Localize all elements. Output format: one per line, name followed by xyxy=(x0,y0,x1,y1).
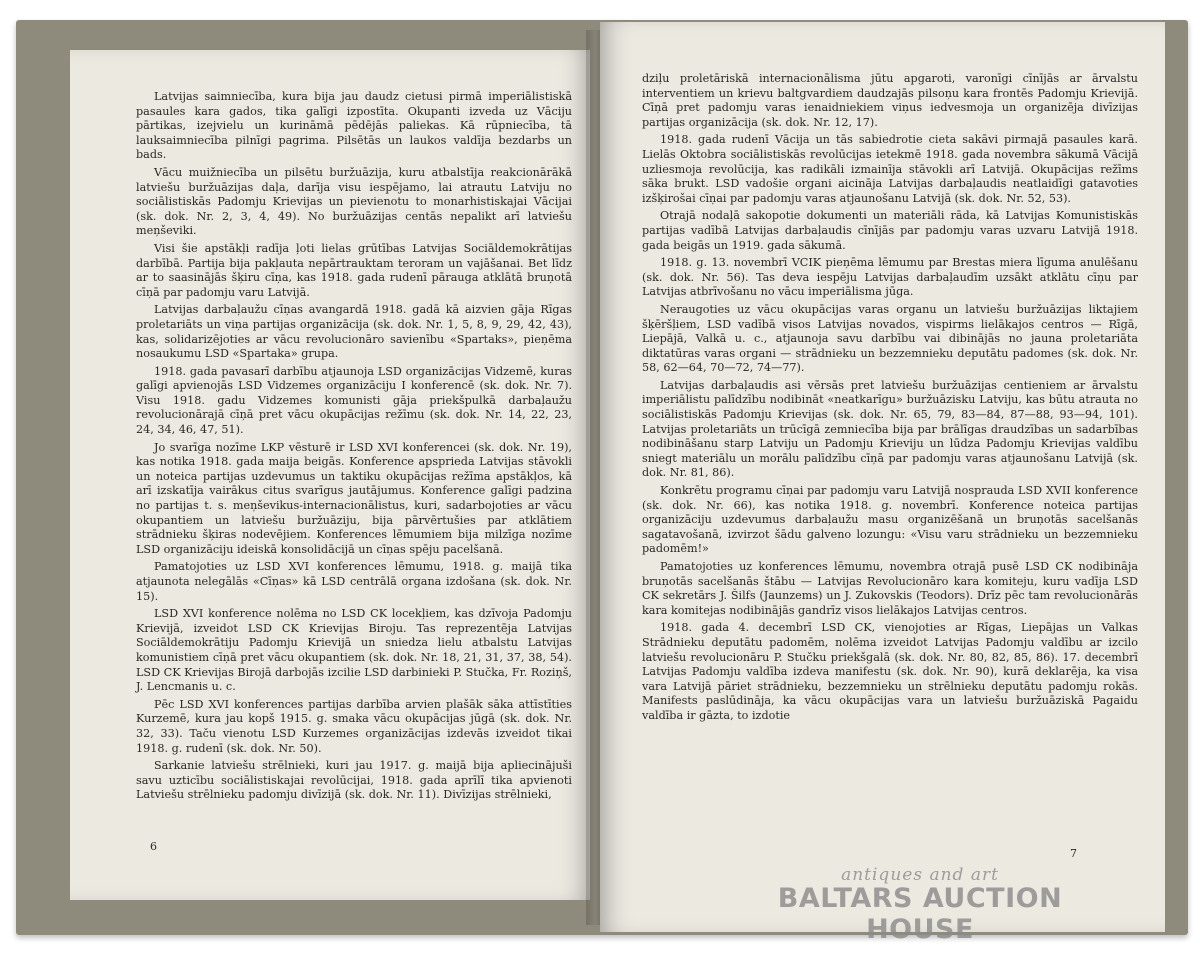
watermark-subtitle: antiques and art xyxy=(841,865,999,885)
paragraph: Latvijas darbaļaudis asi vērsās pret latviešu buržuāzijas centieniem ar ārvalstu imperiālistu palīdzību nodibināt «neatkarīgu» buržuāzisku Latviju, kas būtu atrauta no sociālistiskās Padomju Krievijas (sk. dok. Nr. 65, 79, 83—84, 87—88, 93—94, 101). Latvijas proletariāts un trūcīgā zemniecība bija par brālīgas draudzības un sadarbības nodibināšanu starp Latviju un Padomju Krieviju un lūdza Padomju Krievijas valdību sniegt materiālu un morālu palīdzību cīņā par padomju varas atjaunošanu Latvijā (sk. dok. Nr. 81, 86). xyxy=(642,378,1138,480)
paragraph: Jo svarīga nozīme LKP vēsturē ir LSD XVI konferencei (sk. dok. Nr. 19), kas notika 1918. gada maija beigās. Konference apsprieda Latvijas stāvokli un noteica partijas uzdevumus un taktiku okupācijas režīma apstākļos, kā arī izskatīja vairākus citus svarīgus jautājumus. Konference galīgi padzina no partijas t. s. meņševikus-internacionālistus, kuri, sadarbojoties ar vācu okupantiem un latviešu buržuāziju, bija pārvērtušies par atklātiem strādnieku šķiras nodevējiem. Konferences lēmumiem bija milzīga nozīme LSD organizāciju ideiskā konsolidācijā un cīņas spēju pacelšanā. xyxy=(136,440,572,556)
watermark-title-start: BALTARS AUCTI xyxy=(777,883,1016,914)
paragraph: Pamatojoties uz konferences lēmumu, novembra otrajā pusē LSD CK nodibināja bruņotās sacelšanās štābu — Latvijas Revolucionāro kara komiteju, kuru vadīja LSD CK sekretārs J. Šilfs (Jaunzems) un J. Zukovskis (Teodors). Drīz pēc tam revolucionārās kara komitejas nodibinājās gandrīz visos lielākajos Latvijas centros. xyxy=(642,560,1138,617)
paragraph: Otrajā nodaļā sakopotie dokumenti un materiāli rāda, kā Latvijas Komunistiskās partijas vadībā Latvijas darbaļaudis cīnījās par padomju varas uzvaru Latvijā 1918. gada beigās un 1919. gada sākumā. xyxy=(642,209,1138,252)
paragraph: Konkrētu programu cīņai par padomju varu Latvijā nosprauda LSD XVII konference (sk. dok. Nr. 66), kas notika 1918. g. novembrī. Konference noteica partijas organizāciju uzdevumus darbaļaužu masu organizēšanā un bruņotās sacelšanās sagatavošanā, izvirzot šādu galveno lozungu: «Visu varu strādnieku un bezzemnieku padomēm!» xyxy=(642,484,1138,556)
page-number: 6 xyxy=(150,840,157,853)
paragraph: Visi šie apstākļi radīja ļoti lielas grūtības Latvijas Sociāldemokrātijas darbībā. Partija bija pakļauta nepārtrauktam teroram un vajāšanai. Bet līdz ar to saasinājās šķiru cīņa, kas 1918. gada rudenī pārauga atklātā bruņotā cīņā par padomju varu Latvijā. xyxy=(136,241,572,299)
paragraph: Pamatojoties uz LSD XVI konferences lēmumu, 1918. g. maijā tika atjaunota nelegālās «Cīņas» kā LSD centrālā organa izdošana (sk. dok. Nr. 15). xyxy=(136,560,572,603)
paragraph: Latvijas saimniecība, kura bija jau daudz cietusi pirmā imperiālistiskā pasaules kara gados, tika galīgi izpostīta. Okupanti izveda uz Vāciju pārtikas, izejvielu un kurināmā pēdējās paliekas. Kā rūpniecība, tā lauksaimniecība pilnīgi pagrima. Pilsētās un laukos valdīja bezdarbs un bads. xyxy=(136,90,572,162)
paragraph: Pēc LSD XVI konferences partijas darbība arvien plašāk sāka attīstīties Kurzemē, kura jau kopš 1915. g. smaka vācu okupācijas jūgā (sk. dok. Nr. 32, 33). Taču vienotu LSD Kurzemes organizācijas izdevās izveidot tikai 1918. g. rudenī (sk. dok. Nr. 50). xyxy=(136,697,572,755)
paragraph: 1918. gada 4. decembrī LSD CK, vienojoties ar Rīgas, Liepājas un Valkas Strādnieku deputātu padomēm, nolēma izveidot Latvijas Padomju valdību ar izcilo latviešu revolucionāru P. Stučku priekšgalā (sk. dok. Nr. 80, 82, 85, 86). 17. decembrī Latvijas Padomju valdība izdeva manifestu (sk. dok. Nr. 90), kurā deklarēja, ka visa vara Latvijā pāriet strādnieku, bezzemnieku un strēlnieku deputātu padomju rokās. Manifests paslūdināja, ka vācu okupācijas vara un latviešu buržuāziskā Pagaidu valdība ir gāzta, to izdotie xyxy=(642,621,1138,722)
watermark-title xyxy=(720,883,1120,945)
watermark-title-end: N HOUSE xyxy=(866,883,1063,945)
left-page-text xyxy=(136,90,572,806)
paragraph: LSD XVI konference nolēma no LSD CK locekļiem, kas dzīvoja Padomju Krievijā, izveidot LSD CK Krievijas Biroju. Tas reprezentēja Latvijas Sociāldemokrātiju Padomju Krievijā un sniedza lielu atbalstu Latvijas komunistiem cīņā pret vācu okupantiem (sk. dok. Nr. 18, 21, 31, 37, 38, 54). LSD CK Krievijas Birojā darbojās izcilie LSD darbinieki P. Stučka, Fr. Roziņš, J. Lencmanis u. c. xyxy=(136,607,572,694)
paragraph: dziļu proletāriskā internacionālisma jūtu apgaroti, varonīgi cīnījās ar ārvalstu interventiem un krievu baltgvardiem daudzajās pilsoņu kara frontēs Padomju Krievijā. Cīņā pret padomju varas ienaidniekiem viņus iedvesmoja un organizēja divīzijas partijas organizācija (sk. dok. Nr. 12, 17). xyxy=(642,72,1138,129)
watermark-logo xyxy=(720,865,1120,945)
paragraph: Sarkanie latviešu strēlnieki, kuri jau 1917. g. maijā bija apliecinājuši savu uzticību sociālistiskajai revolūcijai, 1918. gada aprīlī tika apvienoti Latviešu strēlnieku padomju divīzijā (sk. dok. Nr. 11). Divīzijas strēlnieki, xyxy=(136,759,572,802)
paragraph: 1918. gada rudenī Vācija un tās sabiedrotie cieta sakāvi pirmajā pasaules karā. Lielās Oktobra sociālistiskās revolūcijas ietekmē 1918. gada novembra sākumā Vācijā uzliesmoja revolūcija, kas radikāli izmainīja stāvokli arī Latvijā. Okupācijas režīms sāka brukt. LSD vadošie organi aicināja Latvijas darbaļaudis neatlaidīgi gatavoties izšķirošai cīņai par padomju varas atjaunošanu Latvijā (sk. dok. Nr. 52, 53). xyxy=(642,133,1138,205)
right-page-text xyxy=(642,72,1138,727)
page-number: 7 xyxy=(1070,847,1077,860)
paragraph: Latvijas darbaļaužu cīņas avangardā 1918. gadā kā aizvien gāja Rīgas proletariāts un viņa partijas organizācija (sk. dok. Nr. 1, 5, 8, 9, 29, 42, 43), kas, solidarizējoties ar vācu revolucionāro savienību «Spartaks», pieņēma nosaukumu LSD «Spartaka» grupa. xyxy=(136,303,572,361)
watermark-ring: O xyxy=(1015,883,1040,914)
paragraph: Neraugoties uz vācu okupācijas varas organu un latviešu buržuāzijas liktajiem šķēršļiem, LSD vadībā visos Latvijas novados, vispirms lielākajos centros — Rīgā, Liepājā, Valkā u. c., atjaunoja savu darbību vai dibinājās no jauna proletariāta diktatūras varas organi — strādnieku un bezzemnieku deputātu padomes (sk. dok. Nr. 58, 62—64, 70—72, 74—77). xyxy=(642,302,1138,375)
left-page xyxy=(70,50,590,900)
right-page xyxy=(600,22,1165,932)
paragraph: 1918. g. 13. novembrī VCIK pieņēma lēmumu par Brestas miera līguma anulēšanu (sk. dok. Nr. 56). Tas deva iespēju Latvijas darbaļaudīm uzsākt atklātu cīņu par Latvijas atbrīvošanu no vācu imperiālisma jūga. xyxy=(642,256,1138,299)
paragraph: Vācu muižniecība un pilsētu buržuāzija, kuru atbalstīja reakcionārākā latviešu buržuāzijas daļa, darīja visu iespējamo, lai atrautu Latviju no sociālistiskās Padomju Krievijas un pievienotu to monarhistiskajai Vācijai (sk. dok. Nr. 2, 3, 4, 49). No buržuāzijas centās nepalikt arī latviešu meņševiki. xyxy=(136,165,572,238)
paragraph: 1918. gada pavasarī darbību atjaunoja LSD organizācijas Vidzemē, kuras galīgi apvienojās LSD Vidzemes organizāciju I konferencē (sk. dok. Nr. 7). Visu 1918. gadu Vidzemes komunisti gāja priekšpulkā darbaļaužu revolucionārajā cīņā pret vācu okupācijas režīmu (sk. dok. Nr. 14, 22, 23, 24, 34, 46, 47, 51). xyxy=(136,364,572,437)
